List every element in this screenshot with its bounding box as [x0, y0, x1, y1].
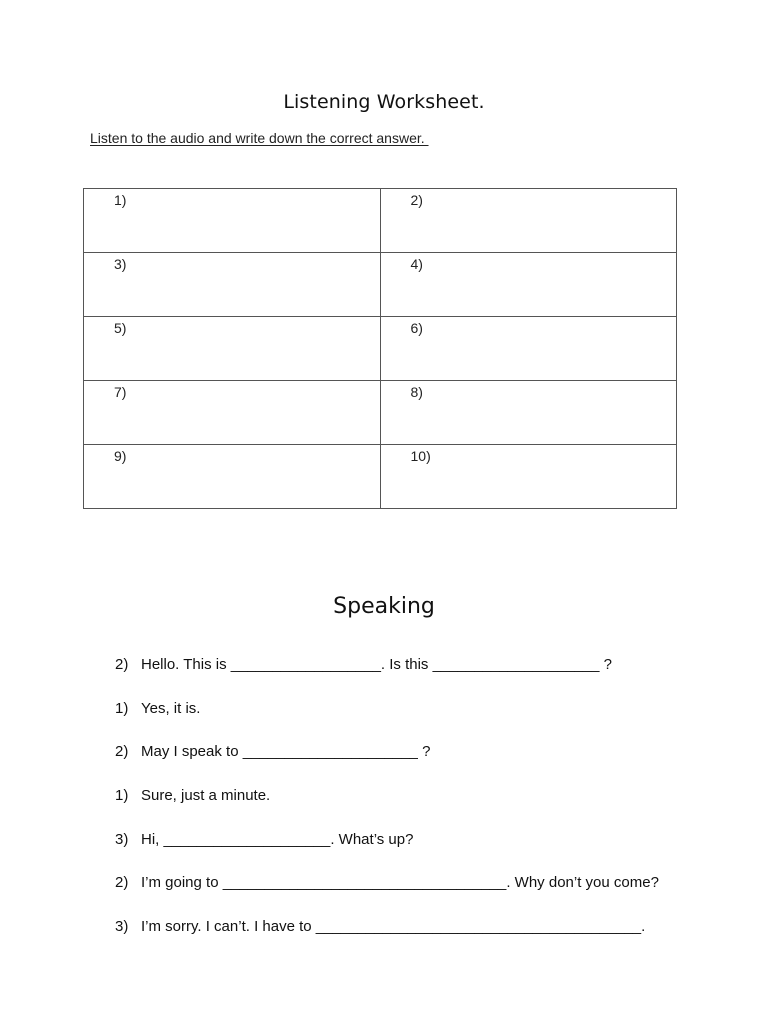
speaker-number: 3)	[115, 918, 129, 936]
answer-number: 5)	[114, 320, 127, 336]
answer-number: 6)	[410, 320, 423, 336]
table-row	[84, 317, 677, 381]
answer-cell[interactable]	[84, 445, 381, 509]
answer-number: 8)	[410, 384, 423, 400]
speaker-number: 2)	[115, 874, 129, 892]
dialogue-text: May I speak to _____________________ ?	[141, 743, 431, 761]
speaking-title: Speaking	[333, 594, 435, 619]
dialogue-line	[115, 787, 659, 831]
dialogue-text: Hello. This is __________________. Is this ____________________ ?	[141, 656, 612, 673]
answer-number: 10)	[410, 448, 431, 464]
answer-number: 1)	[114, 192, 127, 208]
answer-number: 7)	[114, 384, 127, 400]
table-row	[84, 445, 677, 509]
table-row	[84, 189, 677, 253]
answer-cell[interactable]	[380, 445, 677, 509]
answer-cell[interactable]	[84, 189, 381, 253]
answer-cell[interactable]	[380, 253, 677, 317]
speaker-number: 3)	[115, 830, 129, 848]
answer-number: 3)	[114, 256, 127, 272]
speaking-dialogue	[115, 656, 659, 962]
dialogue-text: Sure, just a minute.	[141, 787, 271, 805]
answer-number: 9)	[114, 448, 127, 464]
answer-cell[interactable]	[84, 253, 381, 317]
speaker-number: 1)	[115, 787, 129, 805]
instruction-text: Listen to the audio and write down the correct answer.	[90, 130, 429, 146]
dialogue-line	[115, 656, 659, 700]
page-title: Listening Worksheet.	[283, 91, 485, 113]
answer-cell[interactable]	[380, 317, 677, 381]
answer-number: 4)	[410, 256, 423, 272]
dialogue-line	[115, 700, 659, 744]
answer-cell[interactable]	[380, 381, 677, 445]
answer-cell[interactable]	[84, 381, 381, 445]
speaker-number: 1)	[115, 699, 129, 717]
speaker-number: 2)	[115, 656, 129, 673]
answer-cell[interactable]	[380, 189, 677, 253]
dialogue-text: Hi, ____________________. What’s up?	[141, 830, 414, 848]
dialogue-line	[115, 918, 659, 962]
dialogue-line	[115, 743, 659, 787]
answer-table	[83, 188, 677, 509]
dialogue-text: I’m going to __________________________________. Why don’t you come?	[141, 874, 659, 892]
dialogue-text: Yes, it is.	[141, 699, 201, 717]
dialogue-line	[115, 831, 659, 875]
dialogue-text: I’m sorry. I can’t. I have to _______________________________________.	[141, 918, 646, 936]
table-row	[84, 381, 677, 445]
table-row	[84, 253, 677, 317]
speaker-number: 2)	[115, 743, 129, 761]
dialogue-line	[115, 874, 659, 918]
answer-cell[interactable]	[84, 317, 381, 381]
answer-number: 2)	[410, 192, 423, 208]
